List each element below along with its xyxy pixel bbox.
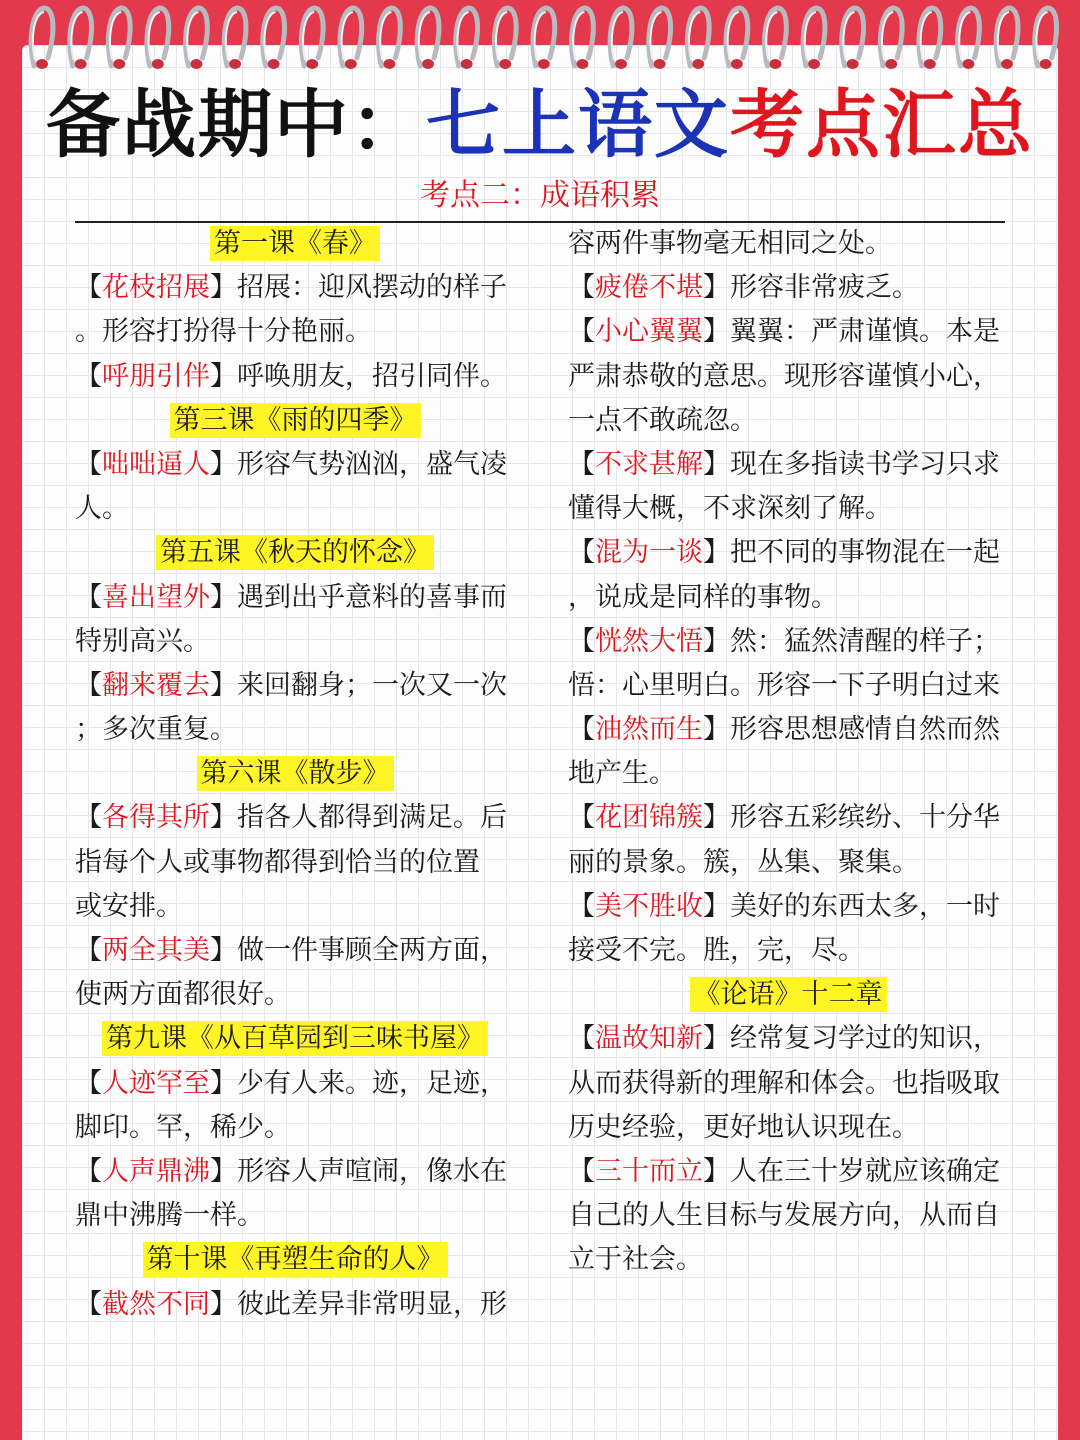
definition-line: 自己的人生目标与发展方向，从而自 xyxy=(568,1200,1000,1232)
lesson-heading xyxy=(75,1238,515,1282)
idiom-term: 恍然大悟 xyxy=(595,625,703,657)
title-part-2: 七上语文 xyxy=(426,82,730,168)
definition-line: 悟：心里明白。形容一下子明白过来 xyxy=(568,669,1000,701)
idiom-definition: 】招展：迎风摆动的样子 xyxy=(210,272,507,304)
idiom-definition: 】翼翼：严肃谨慎。本是 xyxy=(703,316,1000,348)
spiral-ring xyxy=(379,8,401,69)
definition-line: ；多次重复。 xyxy=(75,714,237,746)
spiral-ring xyxy=(996,8,1018,69)
idiom-definition: 】遇到出乎意料的喜事而 xyxy=(210,581,507,613)
definition-line: 丽的景象。簇，丛集、聚集。 xyxy=(568,846,919,878)
title-part-3: 考点汇总 xyxy=(730,82,1034,168)
spiral-ring xyxy=(340,8,362,69)
idiom-definition: 】形容思想感情自然而然 xyxy=(703,714,1000,746)
idiom-term: 呼朋引伴 xyxy=(102,360,210,392)
idiom-entry xyxy=(568,1150,1008,1194)
idiom-entry xyxy=(75,266,515,310)
spiral-ring xyxy=(533,8,555,69)
idiom-term: 小心翼翼 xyxy=(595,316,703,348)
lesson-heading-text: 《论语》十二章 xyxy=(690,977,887,1012)
bracket-open: 【 xyxy=(75,802,102,834)
idiom-definition: 】少有人来。迹，足迹， xyxy=(210,1067,507,1099)
idiom-entry xyxy=(75,1150,515,1194)
idiom-entry xyxy=(75,576,515,620)
idiom-term: 咄咄逼人 xyxy=(102,448,210,480)
idiom-term: 人迹罕至 xyxy=(102,1067,210,1099)
section-subtitle: 考点二：成语积累 xyxy=(420,178,660,213)
spiral-ring xyxy=(108,8,130,69)
lesson-heading-text: 第九课《从百草园到三味书屋》 xyxy=(102,1021,488,1056)
idiom-term: 喜出望外 xyxy=(102,581,210,613)
bracket-open: 【 xyxy=(75,272,102,304)
idiom-entry xyxy=(568,310,1008,354)
bracket-open: 【 xyxy=(568,316,595,348)
idiom-entry xyxy=(75,1283,515,1327)
idiom-term: 三十而立 xyxy=(595,1155,703,1187)
lesson-heading xyxy=(75,222,515,266)
spiral-ring xyxy=(456,8,478,69)
bracket-open: 【 xyxy=(568,714,595,746)
idiom-entry xyxy=(568,531,1008,575)
idiom-entry xyxy=(568,443,1008,487)
idiom-term: 各得其所 xyxy=(102,802,210,834)
idiom-definition: 】形容气势汹汹，盛气凌 xyxy=(210,448,507,480)
idiom-definition: 】指各人都得到满足。后 xyxy=(210,802,507,834)
idiom-term: 不求甚解 xyxy=(595,448,703,480)
idiom-definition: 】然：猛然清醒的样子； xyxy=(703,625,1000,657)
spiral-ring xyxy=(31,8,53,69)
definition-line: 接受不完。胜，完，尽。 xyxy=(568,935,865,966)
left-column xyxy=(75,222,515,1327)
idiom-entry xyxy=(75,355,515,399)
spiral-ring xyxy=(765,8,787,69)
spiral-ring xyxy=(417,8,439,69)
definition-line: 历史经验，更好地认识现在。 xyxy=(568,1111,919,1143)
definition-line: 地产生。 xyxy=(568,758,676,790)
idiom-definition: 】人在三十岁就应该确定 xyxy=(703,1155,1000,1187)
spiral-ring xyxy=(70,8,92,69)
idiom-entry xyxy=(75,929,515,973)
bracket-open: 【 xyxy=(75,360,102,392)
bracket-open: 【 xyxy=(568,1023,595,1055)
idiom-term: 美不胜收 xyxy=(595,890,703,922)
spiral-ring xyxy=(610,8,632,69)
definition-line: 。形容打扮得十分艳丽。 xyxy=(75,316,372,348)
definition-line: 从而获得新的理解和体会。也指吸取 xyxy=(568,1067,1000,1099)
lesson-heading-text: 第三课《雨的四季》 xyxy=(170,403,421,438)
spiral-ring xyxy=(494,8,516,69)
lesson-heading xyxy=(75,752,515,796)
spiral-ring xyxy=(1035,8,1057,69)
lesson-heading xyxy=(75,531,515,575)
definition-line: 指每个人或事物都得到恰当的位置 xyxy=(75,846,480,878)
idiom-definition: 】形容非常疲乏。 xyxy=(703,272,919,304)
lesson-heading-text: 第十课《再塑生命的人》 xyxy=(143,1242,448,1277)
definition-line: 立于社会。 xyxy=(568,1244,703,1276)
idiom-definition: 】来回翻身；一次又一次 xyxy=(210,669,507,701)
spiral-ring xyxy=(687,8,709,69)
idiom-term: 疲倦不堪 xyxy=(595,272,703,304)
idiom-entry xyxy=(568,266,1008,310)
idiom-term: 混为一谈 xyxy=(595,537,703,569)
definition-line: 特别高兴。 xyxy=(75,625,210,657)
bracket-open: 【 xyxy=(568,1155,595,1187)
idiom-definition: 】呼唤朋友，招引同伴。 xyxy=(210,360,507,392)
idiom-definition: 】做一件事顾全两方面， xyxy=(210,935,507,966)
bracket-open: 【 xyxy=(75,448,102,480)
bracket-open: 【 xyxy=(568,448,595,480)
bracket-open: 【 xyxy=(568,537,595,569)
spiral-ring xyxy=(649,8,671,69)
right-column xyxy=(568,222,1008,1283)
idiom-term: 温故知新 xyxy=(595,1023,703,1055)
idiom-entry xyxy=(568,620,1008,664)
idiom-definition: 】把不同的事物混在一起 xyxy=(703,537,1000,569)
definition-line: 一点不敢疏忽。 xyxy=(568,404,757,436)
bracket-open: 【 xyxy=(75,935,102,966)
idiom-term: 翻来覆去 xyxy=(102,669,210,701)
definition-line: ，说成是同样的事物。 xyxy=(568,581,838,613)
idiom-definition: 】彼此差异非常明显，形 xyxy=(210,1288,507,1320)
definition-line: 人。 xyxy=(75,493,129,525)
idiom-entry xyxy=(75,796,515,840)
definition-line: 使两方面都很好。 xyxy=(75,979,291,1011)
idiom-definition: 】形容人声喧闹，像水在 xyxy=(210,1155,507,1187)
idiom-term: 两全其美 xyxy=(102,935,210,966)
bracket-open: 【 xyxy=(568,272,595,304)
idiom-term: 花枝招展 xyxy=(102,272,210,304)
lesson-heading-text: 第六课《散步》 xyxy=(197,756,394,791)
lesson-heading xyxy=(75,399,515,443)
idiom-definition: 】美好的东西太多，一时 xyxy=(703,890,1000,922)
definition-line: 鼎中沸腾一样。 xyxy=(75,1200,264,1232)
spiral-ring xyxy=(726,8,748,69)
idiom-term: 花团锦簇 xyxy=(595,802,703,834)
definition-line: 容两件事物毫无相同之处。 xyxy=(568,228,892,259)
idiom-entry xyxy=(75,1062,515,1106)
idiom-term: 人声鼎沸 xyxy=(102,1155,210,1187)
spiral-ring xyxy=(186,8,208,69)
spiral-ring xyxy=(880,8,902,69)
bracket-open: 【 xyxy=(75,1288,102,1320)
idiom-entry xyxy=(568,1017,1008,1061)
definition-line: 脚印。罕，稀少。 xyxy=(75,1111,291,1143)
idiom-entry xyxy=(568,708,1008,752)
spiral-ring xyxy=(919,8,941,69)
definition-line: 或安排。 xyxy=(75,890,183,922)
idiom-entry xyxy=(75,443,515,487)
idiom-definition: 】经常复习学过的知识， xyxy=(703,1023,1000,1055)
lesson-heading-text: 第五课《秋天的怀念》 xyxy=(156,535,434,570)
lesson-heading xyxy=(75,1017,515,1061)
spiral-ring xyxy=(147,8,169,69)
spiral-ring xyxy=(958,8,980,69)
bracket-open: 【 xyxy=(568,890,595,922)
spiral-ring xyxy=(224,8,246,69)
spiral-ring xyxy=(301,8,323,69)
idiom-entry xyxy=(75,664,515,708)
page-title xyxy=(0,80,1080,170)
bracket-open: 【 xyxy=(75,581,102,613)
bracket-open: 【 xyxy=(568,625,595,657)
bracket-open: 【 xyxy=(568,802,595,834)
bracket-open: 【 xyxy=(75,1155,102,1187)
idiom-term: 截然不同 xyxy=(102,1288,210,1320)
idiom-entry xyxy=(568,796,1008,840)
spiral-ring xyxy=(803,8,825,69)
idiom-definition: 】形容五彩缤纷、十分华 xyxy=(703,802,1000,834)
idiom-entry xyxy=(568,885,1008,929)
lesson-heading xyxy=(568,973,1008,1017)
spiral-ring xyxy=(572,8,594,69)
lesson-heading-text: 第一课《春》 xyxy=(210,226,380,261)
definition-line: 懂得大概，不求深刻了解。 xyxy=(568,493,892,525)
spiral-binding xyxy=(0,0,1080,80)
idiom-term: 油然而生 xyxy=(595,714,703,746)
bracket-open: 【 xyxy=(75,669,102,701)
title-part-1: 备战期中： xyxy=(46,82,426,168)
idiom-definition: 】现在多指读书学习只求 xyxy=(703,448,1000,480)
bracket-open: 【 xyxy=(75,1067,102,1099)
spiral-ring xyxy=(842,8,864,69)
definition-line: 严肃恭敬的意思。现形容谨慎小心， xyxy=(568,360,1000,392)
spiral-ring xyxy=(263,8,285,69)
